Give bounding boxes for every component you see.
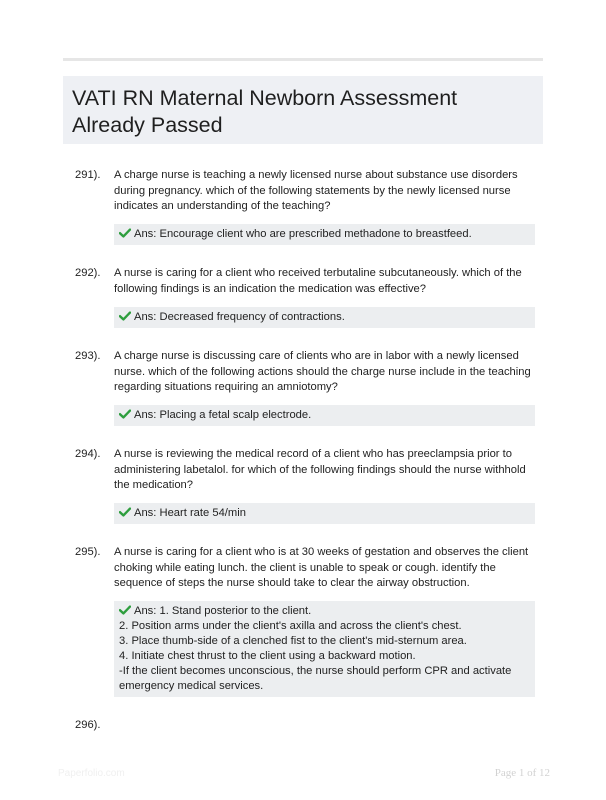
check-icon [119, 507, 131, 517]
question-number: 293). [75, 350, 101, 362]
answer-box [114, 601, 535, 697]
answer-line: -If the client becomes unconscious, the nurse should perform CPR and activate emergency medical services. [119, 665, 512, 692]
answer-line: 2. Position arms under the client's axilla and across the client's chest. [119, 620, 462, 632]
question-number: 294). [75, 448, 101, 460]
answer-line: Ans: Heart rate 54/min [119, 506, 529, 521]
question-number: 296). [75, 719, 101, 731]
title-banner [63, 76, 543, 144]
check-icon [119, 605, 131, 615]
answer-box [114, 224, 535, 245]
check-icon [119, 311, 131, 321]
answer-line: Ans: 1. Stand posterior to the client. [119, 604, 529, 619]
question-number: 295). [75, 546, 101, 558]
answer-line: 4. Initiate chest thrust to the client using a backward motion. [119, 650, 416, 662]
page-indicator: Page 1 of 12 [494, 767, 550, 779]
answer-line: 3. Place thumb-side of a clenched fist to the client's mid-sternum area. [119, 635, 467, 647]
answer-line: Ans: Decreased frequency of contractions. [119, 310, 529, 325]
check-icon [119, 409, 131, 419]
top-divider [63, 58, 543, 61]
page-title: VATI RN Maternal Newborn Assessment Already Passed [72, 86, 458, 137]
question-number: 291). [75, 169, 101, 181]
question-text: A nurse is caring for a client who is at 30 weeks of gestation and observes the client choking while eating lunch. the client is unable to speak or cough. identify the sequence of steps the nurse should take to clear the airway obstruction. [114, 546, 529, 589]
answer-box [114, 307, 535, 328]
question-text: A charge nurse is discussing care of clients who are in labor with a newly licensed nurse. which of the following actions should the charge nurse include in the teaching regarding situations requiring an amniotomy? [114, 350, 531, 393]
answer-box [114, 503, 535, 524]
answer-line: Ans: Encourage client who are prescribed methadone to breastfeed. [119, 227, 529, 242]
question-text: A nurse is reviewing the medical record of a client who has preeclampsia prior to administering labetalol. for which of the following findings should the nurse withhold the medication? [114, 448, 526, 491]
answer-line: Ans: Placing a fetal scalp electrode. [119, 408, 529, 423]
answer-box [114, 405, 535, 426]
footer-watermark: Paperfolio.com [58, 768, 125, 779]
question-text: A charge nurse is teaching a newly licensed nurse about substance use disorders during pregnancy. which of the following statements by the newly licensed nurse indicates an understanding of the teaching? [114, 169, 518, 212]
check-icon [119, 228, 131, 238]
question-text: A nurse is caring for a client who received terbutaline subcutaneously. which of the following findings is an indication the medication was effective? [114, 267, 522, 295]
question-number: 292). [75, 267, 101, 279]
